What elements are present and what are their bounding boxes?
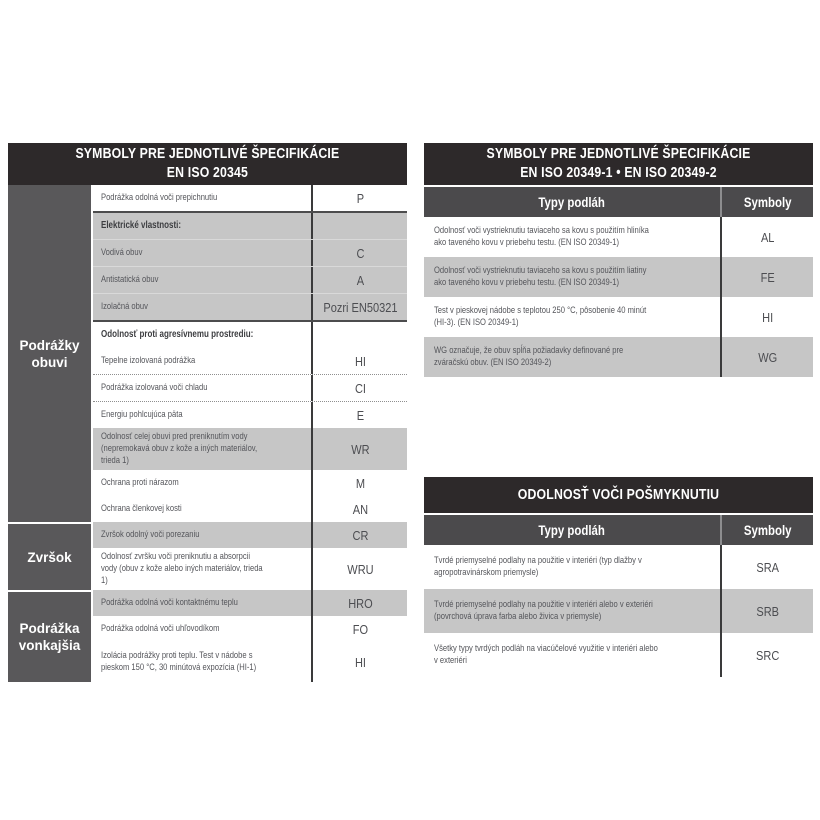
group-label-cell — [8, 522, 91, 590]
column-header-symbols — [720, 187, 813, 217]
table-row — [93, 402, 407, 428]
row-text-cell — [424, 589, 720, 633]
row-symbol: FE — [760, 269, 775, 285]
row-text: Podrážka izolovaná voči chladu — [101, 382, 208, 393]
row-symbol-cell — [311, 470, 407, 496]
row-symbol: E — [356, 407, 364, 423]
table-row — [93, 322, 407, 348]
row-symbol-cell — [311, 240, 407, 266]
table-en-iso-20345 — [8, 143, 407, 682]
row-text: Odolnosť voči vystrieknutiu taviaceho sa kovu s použitím liatiny ako taveného kovu v priebehu testu. (EN ISO 20349-1) — [434, 265, 647, 288]
row-symbol-cell — [311, 402, 407, 428]
table-row — [424, 217, 813, 257]
column-header-symbols-label: Symboly — [743, 194, 792, 210]
table-row — [93, 642, 407, 682]
row-symbol-cell — [311, 375, 407, 401]
table-row — [93, 522, 407, 548]
table-row — [93, 348, 407, 375]
table-row — [93, 267, 407, 294]
table-section-zvrsok — [8, 522, 407, 590]
row-text-cell — [424, 257, 720, 297]
row-symbol-cell — [720, 257, 813, 297]
row-text-cell — [93, 240, 311, 266]
table-row — [424, 337, 813, 377]
row-text: Tvrdé priemyselné podlahy na použitie v interiéri (typ dlažby v agropotravinárskom priemysle) — [434, 555, 642, 578]
row-text-cell — [93, 267, 311, 293]
row-symbol: CR — [352, 527, 368, 543]
column-header-types-label: Typy podláh — [538, 522, 606, 538]
row-text-cell — [93, 470, 311, 496]
row-symbol-cell — [311, 348, 407, 374]
row-symbol-cell — [311, 496, 407, 522]
row-text: Všetky typy tvrdých podláh na viacúčelové využitie v interiéri alebo v exteriéri — [434, 643, 658, 666]
row-symbol-cell — [720, 589, 813, 633]
row-symbol-cell — [311, 213, 407, 239]
row-symbol: HI — [354, 353, 366, 369]
table-row — [93, 590, 407, 616]
row-text: Vodivá obuv — [101, 247, 143, 258]
table-row — [424, 257, 813, 297]
section-rows — [93, 522, 407, 590]
row-text-cell — [93, 548, 311, 590]
row-text-cell — [93, 322, 311, 348]
group-label: Zvršok — [27, 549, 72, 565]
row-symbol-cell — [311, 428, 407, 470]
row-text-cell — [93, 348, 311, 374]
row-text: Elektrické vlastnosti: — [101, 220, 182, 231]
row-text-cell — [424, 545, 720, 589]
row-symbol: WG — [758, 349, 777, 365]
table-row — [424, 589, 813, 633]
table-row — [424, 633, 813, 677]
row-symbol: Pozri EN50321 — [322, 299, 398, 315]
table-section-podrazky-obuvi — [8, 185, 407, 522]
row-text: Izolácia podrážky proti teplu. Test v nádobe s pieskom 150 °C, 30 minútová expozícia (HI-1) — [101, 650, 257, 673]
row-text-cell — [93, 185, 311, 211]
row-text: Odolnosť zvršku voči preniknutiu a absorpcii vody (obuv z kože alebo iných materiálov, trieda 1) — [101, 551, 263, 586]
row-text-cell — [424, 633, 720, 677]
row-symbol-cell — [720, 545, 813, 589]
row-text: Energiu pohlcujúca päta — [101, 409, 183, 420]
table-row — [93, 294, 407, 322]
table-title-line1: ODOLNOSŤ VOČI POŠMYKNUTIU — [517, 486, 720, 503]
column-header-row — [424, 513, 813, 545]
row-text-cell — [93, 522, 311, 548]
row-symbol: AN — [352, 501, 368, 517]
row-symbol: HRO — [347, 595, 373, 611]
row-symbol: SRB — [756, 603, 779, 619]
row-text-cell — [93, 496, 311, 522]
table-body — [424, 217, 813, 377]
table-row — [93, 428, 407, 470]
table-title-line1: SYMBOLY PRE JEDNOTLIVÉ ŠPECIFIKÁCIE — [486, 146, 751, 162]
row-text-cell — [93, 402, 311, 428]
row-text: Izolačná obuv — [101, 301, 148, 312]
table-row — [93, 240, 407, 267]
row-symbol: WR — [350, 441, 370, 457]
group-label: Podrážka vonkajšia — [18, 621, 81, 653]
table-row — [93, 213, 407, 240]
row-text-cell — [93, 375, 311, 401]
table-row — [93, 185, 407, 213]
table-body — [424, 545, 813, 677]
table-section-podrazka-vonkajsia — [8, 590, 407, 682]
row-symbol-cell — [311, 185, 407, 211]
column-header-types — [424, 515, 720, 545]
table-row — [93, 375, 407, 402]
column-header-symbols-label: Symboly — [743, 522, 792, 538]
table-title-line2: EN ISO 20345 — [166, 165, 249, 181]
row-text: Ochrana proti nárazom — [101, 477, 179, 488]
row-symbol-cell — [311, 294, 407, 320]
row-text: Odolnosť proti agresívnemu prostrediu: — [101, 329, 254, 340]
row-symbol: HI — [354, 654, 366, 670]
group-label: Podrážky obuvi — [19, 337, 80, 370]
row-symbol-cell — [311, 522, 407, 548]
row-text: WG označuje, že obuv spĺňa požiadavky definované pre zváračskú obuv. (EN ISO 20349-2) — [434, 345, 624, 368]
row-symbol-cell — [720, 297, 813, 337]
row-text: Test v pieskovej nádobe s teplotou 250 °C, pôsobenie 40 minút (HI-3). (EN ISO 20349-1) — [434, 305, 647, 328]
table-title-line1: SYMBOLY PRE JEDNOTLIVÉ ŠPECIFIKÁCIE — [75, 146, 340, 162]
row-text: Odolnosť voči vystrieknutiu taviaceho sa kovu s použitím hliníka ako taveného kovu v priebehu testu. (EN ISO 20349-1) — [434, 225, 649, 248]
table-en-iso-20349 — [424, 143, 813, 377]
section-rows — [93, 590, 407, 682]
row-symbol: HI — [761, 309, 774, 325]
row-text-cell — [424, 297, 720, 337]
column-header-row — [424, 185, 813, 217]
row-text: Antistatická obuv — [101, 274, 159, 285]
row-symbol: A — [356, 272, 364, 288]
row-text: Tvrdé priemyselné podlahy na použitie v interiéri alebo v exteriéri (povrchová úprava farba alebo živica v priemysle) — [434, 599, 653, 622]
row-text: Ochrana členkovej kosti — [101, 503, 182, 514]
group-label-cell — [8, 185, 91, 522]
row-symbol-cell — [720, 337, 813, 377]
row-symbol: C — [356, 245, 364, 261]
column-header-types-label: Typy podláh — [538, 194, 606, 210]
row-text-cell — [93, 428, 311, 470]
row-symbol: CI — [354, 380, 366, 396]
row-text-cell — [93, 213, 311, 239]
column-header-symbols — [720, 515, 813, 545]
table-row — [424, 545, 813, 589]
row-symbol: WRU — [346, 561, 374, 577]
row-symbol-cell — [311, 590, 407, 616]
row-text-cell — [93, 590, 311, 616]
row-symbol-cell — [311, 616, 407, 642]
table-title — [8, 143, 407, 185]
row-text: Tepelne izolovaná podrážka — [101, 355, 196, 366]
section-rows — [93, 185, 407, 522]
table-slip-resistance — [424, 477, 813, 677]
row-text: Podrážka odolná voči uhľovodíkom — [101, 623, 220, 634]
table-row — [93, 470, 407, 496]
row-text: Podrážka odolná voči prepichnutiu — [101, 192, 218, 203]
row-symbol: SRA — [756, 559, 779, 575]
row-text: Podrážka odolná voči kontaktnému teplu — [101, 597, 238, 608]
row-text-cell — [424, 337, 720, 377]
row-symbol: M — [355, 475, 365, 491]
row-symbol-cell — [720, 633, 813, 677]
table-row — [93, 496, 407, 522]
row-symbol: SRC — [755, 647, 780, 663]
row-symbol: FO — [352, 621, 368, 637]
row-symbol-cell — [720, 217, 813, 257]
table-title — [424, 477, 813, 513]
row-text-cell — [93, 294, 311, 320]
column-header-types — [424, 187, 720, 217]
table-row — [424, 297, 813, 337]
row-symbol-cell — [311, 322, 407, 348]
table-title-line2: EN ISO 20349-1 • EN ISO 20349-2 — [520, 165, 717, 181]
row-symbol-cell — [311, 642, 407, 682]
table-row — [93, 616, 407, 642]
row-text: Zvršok odolný voči porezaniu — [101, 529, 200, 540]
row-text: Odolnosť celej obuvi pred preniknutím vody (nepremokavá obuv z kože a iných materiálov, trieda 1) — [101, 431, 258, 466]
group-label-cell — [8, 590, 91, 682]
row-symbol: P — [356, 190, 364, 206]
row-symbol: AL — [760, 229, 775, 245]
row-text-cell — [93, 642, 311, 682]
row-text-cell — [424, 217, 720, 257]
row-symbol-cell — [311, 267, 407, 293]
row-symbol-cell — [311, 548, 407, 590]
table-title — [424, 143, 813, 185]
row-text-cell — [93, 616, 311, 642]
table-row — [93, 548, 407, 590]
